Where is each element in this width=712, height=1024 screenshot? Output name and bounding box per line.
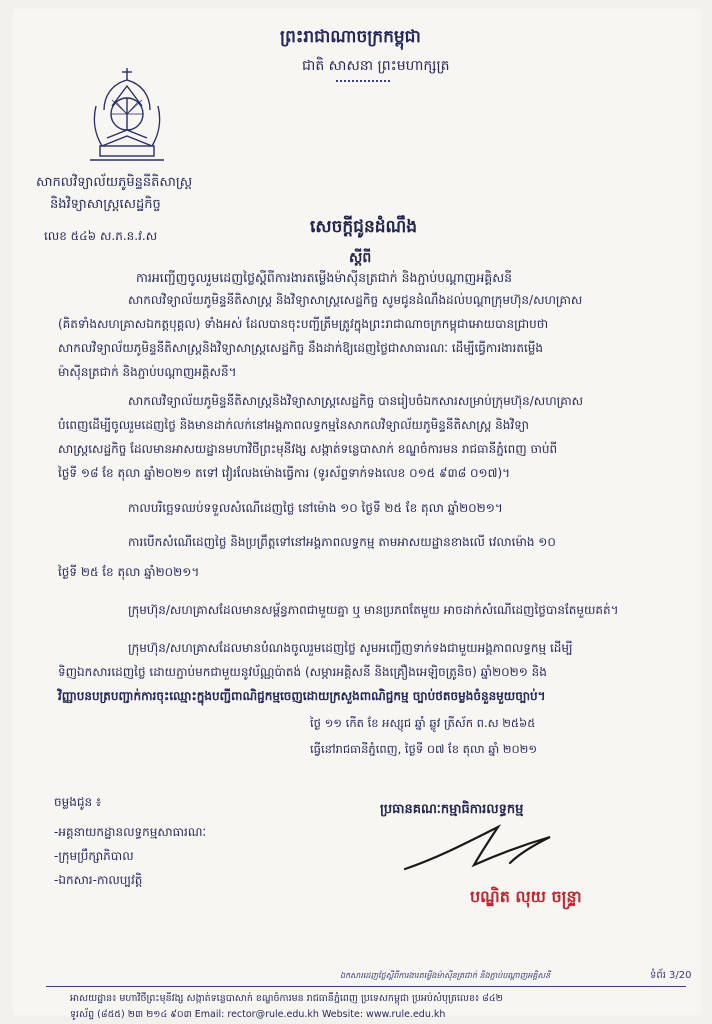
national-motto: ជាតិ សាសនា ព្រះមហាក្សត្រ (302, 58, 450, 74)
place-and-date: ធ្វើនៅរាជធានីភ្នំពេញ, ថ្ងៃទី ០៧ ខែ តុលា ឆ្នាំ ២០២១ (310, 742, 538, 756)
motto-divider (336, 80, 390, 82)
paragraph-line: សាស្ត្រសេដ្ឋកិច្ច ដែលមានអាសយដ្ឋានមហាវិថីព្រះមុនីវង្ស សង្កាត់ទន្លេបាសាក់ ខណ្ឌចំការមន រាជធានីភ្នំពេញ ចាប់ពី (58, 442, 558, 456)
cc-label: ចម្លងជូន ៖ (54, 795, 102, 809)
cc-item: -ឯកសារ-កាលប្បវត្តិ (54, 873, 143, 887)
paragraph-line: បំពេញដើម្បីចូលរួមដេញថ្លៃ និងមានដាក់លក់នៅអង្គភាពលទ្ធកម្មនៃសាកលវិទ្យាល័យភូមិន្ទនីតិសាស្ត្រ និងវិទ្យា (58, 418, 529, 432)
document-page (10, 6, 704, 1018)
reference-number: លេខ ៥៤៦ ស.ភ.ន.វ.ស (44, 229, 158, 243)
paragraph-line: សាកលវិទ្យាល័យភូមិន្ទនីតិសាស្ត្រនិងវិទ្យាសាស្ត្រសេដ្ឋកិច្ច បានរៀបចំឯកសារសម្រាប់ក្រុមហ៊ុន/សហគ្រាស (128, 394, 584, 408)
lunar-date: ថ្ងៃ ១១ កើត ខែ អស្សុជ ឆ្នាំ ឆ្លូវ ត្រីស័ក ព.ស ២៥៦៥ (310, 716, 536, 730)
kingdom-heading: ព្រះរាជាណាចក្រកម្ពុជា (280, 27, 421, 47)
paragraph-line: ម៉ាស៊ីនត្រជាក់ និងភ្ជាប់បណ្តាញអគ្គិសនី។ (58, 365, 237, 379)
signer-role: ប្រធានគណៈកម្មាធិការលទ្ធកម្ម (380, 802, 524, 817)
paragraph-line: សាកលវិទ្យាល័យភូមិន្ទនីតិសាស្ត្រ និងវិទ្យាសាស្ត្រសេដ្ឋកិច្ច សូមជូនដំណឹងដល់បណ្តាក្រុមហ៊ុន/សហគ្រាស (128, 293, 583, 307)
university-name: សាកលវិទ្យាល័យភូមិន្ទនីតិសាស្ត្រ (36, 175, 193, 190)
paragraph-line: ថ្ងៃទី ២៥ ខែ តុលា ឆ្នាំ២០២១។ (58, 565, 200, 579)
university-name-line2: និងវិទ្យាសាស្ត្រសេដ្ឋកិច្ច (50, 197, 161, 212)
paragraph-line: ការបើកសំណើដេញថ្លៃ និងប្រព្រឹត្តទៅនៅអង្គភាពលទ្ធកម្ម តាមអាសយដ្ឋានខាងលើ វេលាម៉ោង ១០ (128, 535, 556, 549)
paragraph-line: (គិតទាំងសហគ្រាសឯកត្តបុគ្គល) ទាំងអស់ ដែលបានចុះបញ្ជីត្រឹមត្រូវក្នុងព្រះរាជាណាចក្រកម្ពុជាអោយបានជ្រាបថា (58, 317, 549, 331)
signer-name: បណ្ឌិត លុយ ចន្ទ្រា (470, 887, 582, 906)
university-logo (82, 66, 172, 166)
paragraph-line: វិញ្ញាបនបត្របញ្ជាក់ការចុះឈ្មោះក្នុងបញ្ជីពាណិជ្ជកម្មចេញដោយក្រសួងពាណិជ្ជកម្ម ច្បាប់ថតចម្លងចំនួនមួយច្បាប់។ (58, 689, 546, 703)
document-title: សេចក្តីជូនដំណឹង (310, 217, 418, 237)
cc-item: -ក្រុមប្រឹក្សាភិបាល (54, 849, 134, 863)
subject-label: ស្តីពី (349, 250, 372, 266)
footer-divider (46, 986, 686, 987)
footer-address: អាសយដ្ឋាន៖ មហាវិថីព្រះមុនីវង្ស សង្កាត់ទន្លេបាសាក់ ខណ្ឌចំការមន រាជធានីភ្នំពេញ ប្រទេសកម្ពុជា ប្រអប់សំបុត្រលេខ៖ ៨៤២ (70, 993, 503, 1004)
paragraph-line: សាកលវិទ្យាល័យភូមិន្ទនីតិសាស្ត្រនិងវិទ្យាសាស្ត្រសេដ្ឋកិច្ច នឹងដាក់ឱ្យដេញថ្លៃជាសាធារណៈ ដើម្បីធ្វើការងារតម្លើង (58, 341, 544, 355)
paragraph-line: ថ្ងៃទី ១៨ ខែ តុលា ឆ្នាំ២០២១ តទៅ វៀរលែងម៉ោងធ្វើការ (ទូរស័ព្ទទាក់ទងលេខ ០១៥ ៩៣៨ ០១៧)។ (58, 466, 511, 480)
paragraph-line: ទិញឯកសារដេញថ្លៃ ដោយភ្ជាប់មកជាមួយនូវប័ណ្ណប៉ាតង់ (សម្ភារអគ្គិសនី និងគ្រឿងអេឡិចត្រូនិច) ឆ្នាំ២០២១ និង (58, 665, 547, 679)
paragraph-line: កាលបរិច្ឆេទឈប់ទទួលសំណើដេញថ្លៃ នៅម៉ោង ១០ ថ្ងៃទី ២៥ ខែ តុលា ឆ្នាំ២០២១។ (128, 501, 503, 515)
paragraph-line: ក្រុមហ៊ុន/សហគ្រាសដែលមានសម្ព័ន្ធភាពជាមួយគ្នា ឬ មានប្រភពតែមួយ អាចដាក់សំណើដេញថ្លៃបានតែមួយគត់។ (128, 603, 619, 617)
footer-doc-caption: ឯកសារដេញថ្លៃស្តីពីការងារតម្លើងម៉ាស៊ីនត្រជាក់ និងភ្ជាប់បណ្តាញអគ្គិសនី (340, 971, 551, 980)
footer-contact: ទូរស័ព្ទ (៨៥៥) ២៣ ២១៤ ៩០៣ Email: rector@rule.edu.kh Website: www.rule.edu.kh (70, 1009, 446, 1020)
page-number: ទំព័រ 3/20 (650, 970, 692, 981)
cc-item: -អគ្គនាយកដ្ឋានលទ្ធកម្មសាធារណៈ (54, 825, 207, 839)
paragraph-line: ក្រុមហ៊ុន/សហគ្រាសដែលមានបំណងចូលរួមដេញថ្លៃ សូមអញ្ជើញទាក់ទងជាមួយអង្គភាពលទ្ធកម្ម ដើម្បី (128, 641, 573, 655)
signature (400, 821, 570, 881)
document-subject: ការអញ្ជើញចូលរួមដេញថ្លៃស្តីពីការងារតម្លើងម៉ាស៊ីនត្រជាក់ និងភ្ជាប់បណ្តាញអគ្គិសនី (136, 270, 513, 285)
